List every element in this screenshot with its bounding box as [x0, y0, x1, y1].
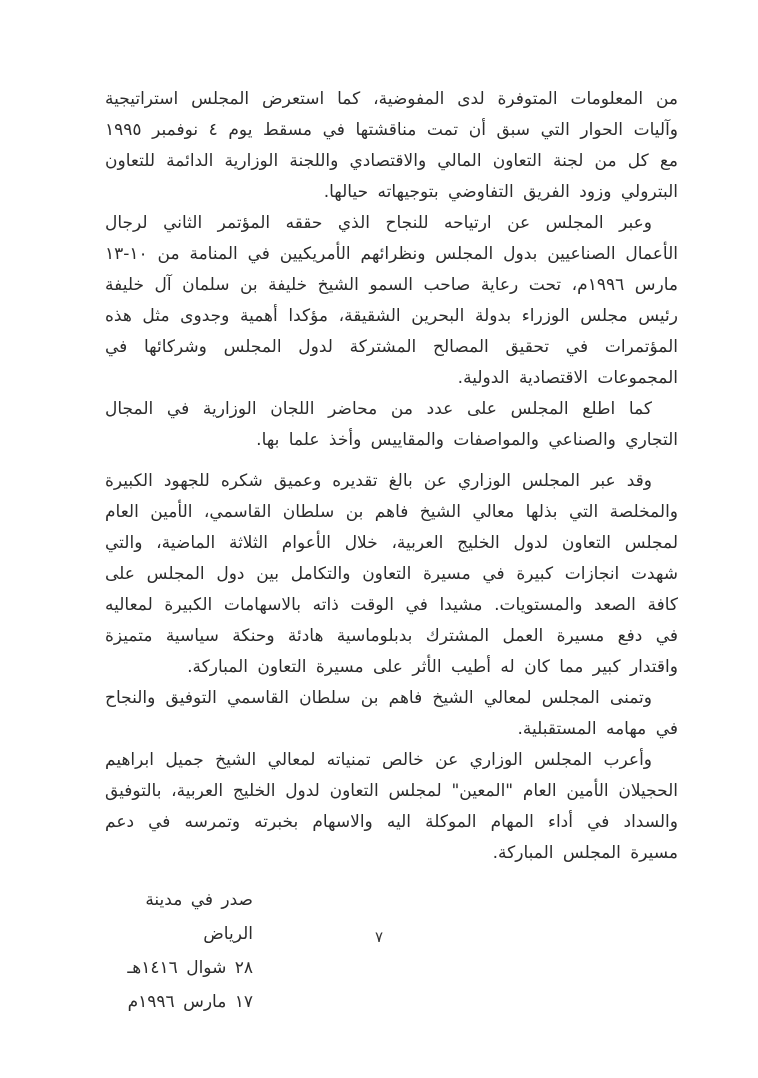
paragraph-5: وتمنى المجلس لمعالي الشيخ فاهم بن سلطان القاسمي التوفيق والنجاح في مهامه المستقبلية. [105, 688, 678, 739]
issuance-gregorian-date: ١٧ مارس ١٩٩٦م [127, 992, 253, 1012]
paragraph-6: وأعرب المجلس الوزاري عن خالص تمنياته لمعالي الشيخ جميل ابراهيم الحجيلان الأمين العام "المعين" لمجلس التعاون لدول الخليج العربية، بالتوفيق والسداد في أداء المهام الموكلة اليه والاسهام بخبرته وتمرسه في دعم مسيرة المجلس المباركة. [105, 750, 678, 863]
issuance-hijri-date: ٢٨ شوال ١٤١٦هـ [127, 958, 253, 978]
paragraph-1: من المعلومات المتوفرة لدى المفوضية، كما استعرض المجلس استراتيجية وآليات الحوار التي سبق أن تمت مناقشتها في مسقط يوم ٤ نوفمبر ١٩٩٥ مع كل من لجنة التعاون المالي والاقتصادي واللجنة الوزارية الدائمة للتعاون البترولي وزود الفريق التفاوضي بتوجيهاته حيالها. [105, 89, 678, 202]
issuance-block [105, 883, 253, 1019]
paragraph-4: وقد عبر المجلس الوزاري عن بالغ تقديره وعميق شكره للجهود الكبيرة والمخلصة التي بذلها معالي الشيخ فاهم بن سلطان القاسمي، الأمين العام لمجلس التعاون لدول الخليج العربية، خلال الأعوام الثلاثة الماضية، والتي شهدت انجازات كبيرة في مسيرة التعاون والتكامل بين دول المجلس على كافة الصعد والمستويات. مشيدا في الوقت ذاته بالاسهامات الكبيرة لمعاليه في دفع مسيرة العمل المشترك بدبلوماسية هادئة وحنكة سياسية متميزة واقتدار كبير مما كان له أطيب الأثر على مسيرة التعاون المباركة. [105, 471, 678, 677]
paragraph-3: كما اطلع المجلس على عدد من محاضر اللجان الوزارية في المجال التجاري والصناعي والمواصفات والمقاييس وأخذ علما بها. [105, 399, 678, 450]
page-number: ٧ [374, 928, 384, 946]
paragraph-2: وعبر المجلس عن ارتياحه للنجاح الذي حققه المؤتمر الثاني لرجال الأعمال الصناعيين بدول المجلس ونظرائهم الأمريكيين في المنامة من ١٠-١٣ مارس ١٩٩٦م، تحت رعاية صاحب السمو الشيخ خليفة بن سلمان آل خليفة رئيس مجلس الوزراء بدولة البحرين الشقيقة، مؤكدا أهمية وجدوى مثل هذه المؤتمرات في تحقيق المصالح المشتركة لدول المجلس وشركائها في المجموعات الاقتصادية الدولية. [105, 213, 678, 388]
issuance-place: صدر في مدينة الرياض [145, 890, 253, 944]
document-body [105, 84, 678, 1019]
